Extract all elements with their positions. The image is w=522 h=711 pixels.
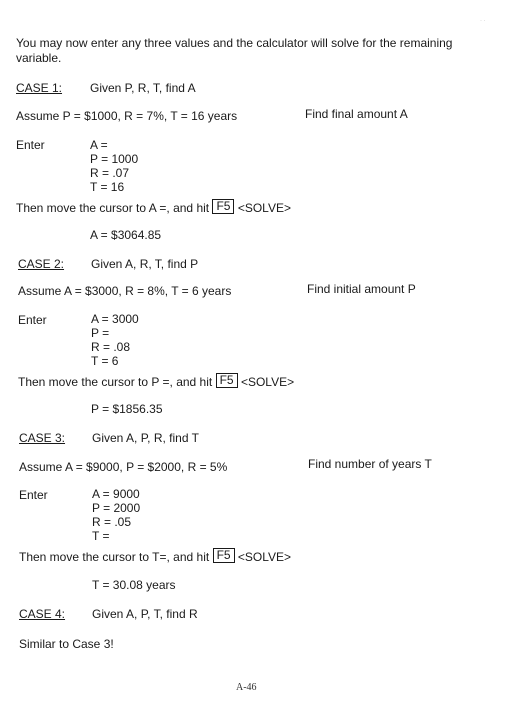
case-3-result: T = 30.08 years xyxy=(92,578,176,592)
case-2-enter-label: Enter xyxy=(18,313,47,327)
enter-line: T = xyxy=(92,529,110,543)
case-3-heading: CASE 3: xyxy=(19,431,66,445)
case-2-instruction xyxy=(18,375,294,390)
case-1-heading: CASE 1: xyxy=(16,81,63,95)
solve-text: <SOLVE> xyxy=(237,550,292,564)
f5-key: F5 xyxy=(216,373,238,388)
case-3-given: Given A, P, R, find T xyxy=(92,431,199,445)
move-text: Then move the cursor to A =, and hit xyxy=(16,201,210,215)
enter-line: P = xyxy=(91,326,110,340)
enter-line: A = xyxy=(90,138,108,152)
enter-line: R = .05 xyxy=(92,515,132,529)
case-3-instruction xyxy=(19,550,291,565)
enter-line: P = 2000 xyxy=(92,501,141,515)
case-4-similar-note: Similar to Case 3! xyxy=(19,637,114,651)
enter-line: R = .08 xyxy=(91,340,131,354)
case-1-given: Given P, R, T, find A xyxy=(90,81,196,95)
case-1-assume: Assume P = $1000, R = 7%, T = 16 years xyxy=(16,109,238,123)
move-text: Then move the cursor to T=, and hit xyxy=(19,550,210,564)
case-1-find: Find final amount A xyxy=(305,107,408,121)
corner-mark: · · xyxy=(480,18,486,24)
case-2-find: Find initial amount P xyxy=(307,282,416,296)
enter-line: A = 9000 xyxy=(92,487,140,501)
solve-text: <SOLVE> xyxy=(240,375,295,389)
case-2-result: P = $1856.35 xyxy=(91,402,163,416)
f5-key: F5 xyxy=(213,548,235,563)
case-2-enter-values xyxy=(91,312,139,368)
case-1-instruction xyxy=(16,201,291,216)
case-1-enter-label: Enter xyxy=(16,138,45,152)
page-number: A-46 xyxy=(236,682,257,693)
case-1-result: A = $3064.85 xyxy=(90,228,162,242)
case-2-assume: Assume A = $3000, R = 8%, T = 6 years xyxy=(18,284,232,298)
move-text: Then move the cursor to P =, and hit xyxy=(18,375,213,389)
enter-line: A = 3000 xyxy=(91,312,139,326)
intro-paragraph: You may now enter any three values and the calculator will solve for the remaining variable. xyxy=(16,36,453,65)
case-1-enter-values xyxy=(90,138,138,194)
enter-line: T = 6 xyxy=(91,354,119,368)
enter-line: P = 1000 xyxy=(90,152,139,166)
enter-line: T = 16 xyxy=(90,180,125,194)
case-3-find: Find number of years T xyxy=(308,457,432,471)
case-3-enter-values xyxy=(92,487,140,543)
case-4-given: Given A, P, T, find R xyxy=(92,607,198,621)
case-2-heading: CASE 2: xyxy=(18,257,65,271)
case-4-heading: CASE 4: xyxy=(19,607,66,621)
case-3-assume: Assume A = $9000, P = $2000, R = 5% xyxy=(19,460,228,474)
enter-line: R = .07 xyxy=(90,166,130,180)
solve-text: <SOLVE> xyxy=(237,201,291,215)
f5-key: F5 xyxy=(212,199,234,214)
case-3-enter-label: Enter xyxy=(19,488,48,502)
case-2-given: Given A, R, T, find P xyxy=(91,257,199,271)
